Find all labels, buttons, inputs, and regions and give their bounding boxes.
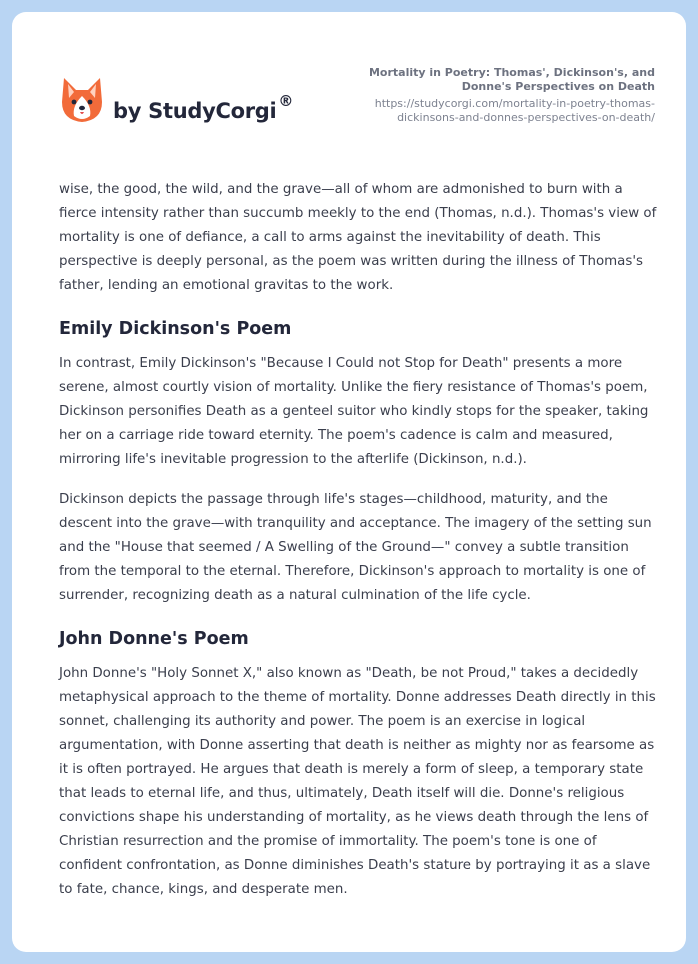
corgi-logo-icon[interactable]: [60, 76, 104, 124]
brand-text: by StudyCorgi: [113, 99, 277, 123]
document-url[interactable]: https://studycorgi.com/mortality-in-poetry-thomas-dickinsons-and-donnes-perspectives-on-death/: [374, 97, 655, 124]
paragraph: Dickinson depicts the passage through life's stages—childhood, maturity, and the descent into the grave—with tranquility and acceptance. The imagery of the setting sun and the "House that seemed / A Swelling of the Ground—" convey a subtle transition from the temporal to the eternal. Therefore, Dickinson's approach to mortality is one of surrender, recognizing death as a natural culmination of the life cycle.: [59, 492, 652, 603]
document-title: Mortality in Poetry: Thomas', Dickinson's, and Donne's Perspectives on Death: [368, 66, 655, 93]
section-heading-donne: John Donne's Poem: [59, 629, 249, 649]
paragraph: In contrast, Emily Dickinson's "Because I Could not Stop for Death" presents a more serene, almost courtly vision of mortality. Unlike the fiery resistance of Thomas's poem, Dickinson personifies Death as a genteel suitor who kindly stops for the speaker, taking her on a carriage ride toward eternity. The poem's cadence is calm and measured, mirroring life's inevitable progression to the afterlife (Dickinson, n.d.).: [59, 356, 649, 467]
document-meta: [325, 66, 655, 125]
document-page: [12, 12, 686, 952]
paragraph: John Donne's "Holy Sonnet X," also known as "Death, be not Proud," takes a decidedly metaphysical approach to the theme of mortality. Donne addresses Death directly in this sonnet, challenging its authority and power. The poem is an exercise in logical argumentation, with Donne asserting that death is neither as mighty nor as fearsome as it is often portrayed. He argues that death is merely a form of sleep, a temporary state that leads to eternal life, and thus, ultimately, Death itself will die. Donne's religious convictions shape his understanding of mortality, as he views death through the lens of Christian resurrection and the promise of immortality. The poem's tone is one of confident confrontation, as Donne diminishes Death's stature by portraying it as a slave to fate, chance, kings, and desperate men.: [59, 666, 656, 897]
article-body: [59, 178, 659, 918]
registered-mark: ®: [278, 92, 294, 110]
brand-name[interactable]: [113, 92, 294, 123]
paragraph: wise, the good, the wild, and the grave—all of whom are admonished to burn with a fierce intensity rather than succumb meekly to the end (Thomas, n.d.). Thomas's view of mortality is one of defiance, a call to arms against the inevitability of death. This perspective is deeply personal, as the poem was written during the illness of Thomas's father, lending an emotional gravitas to the work.: [59, 182, 657, 293]
page-header: [12, 12, 686, 162]
section-heading-dickinson: Emily Dickinson's Poem: [59, 319, 292, 339]
